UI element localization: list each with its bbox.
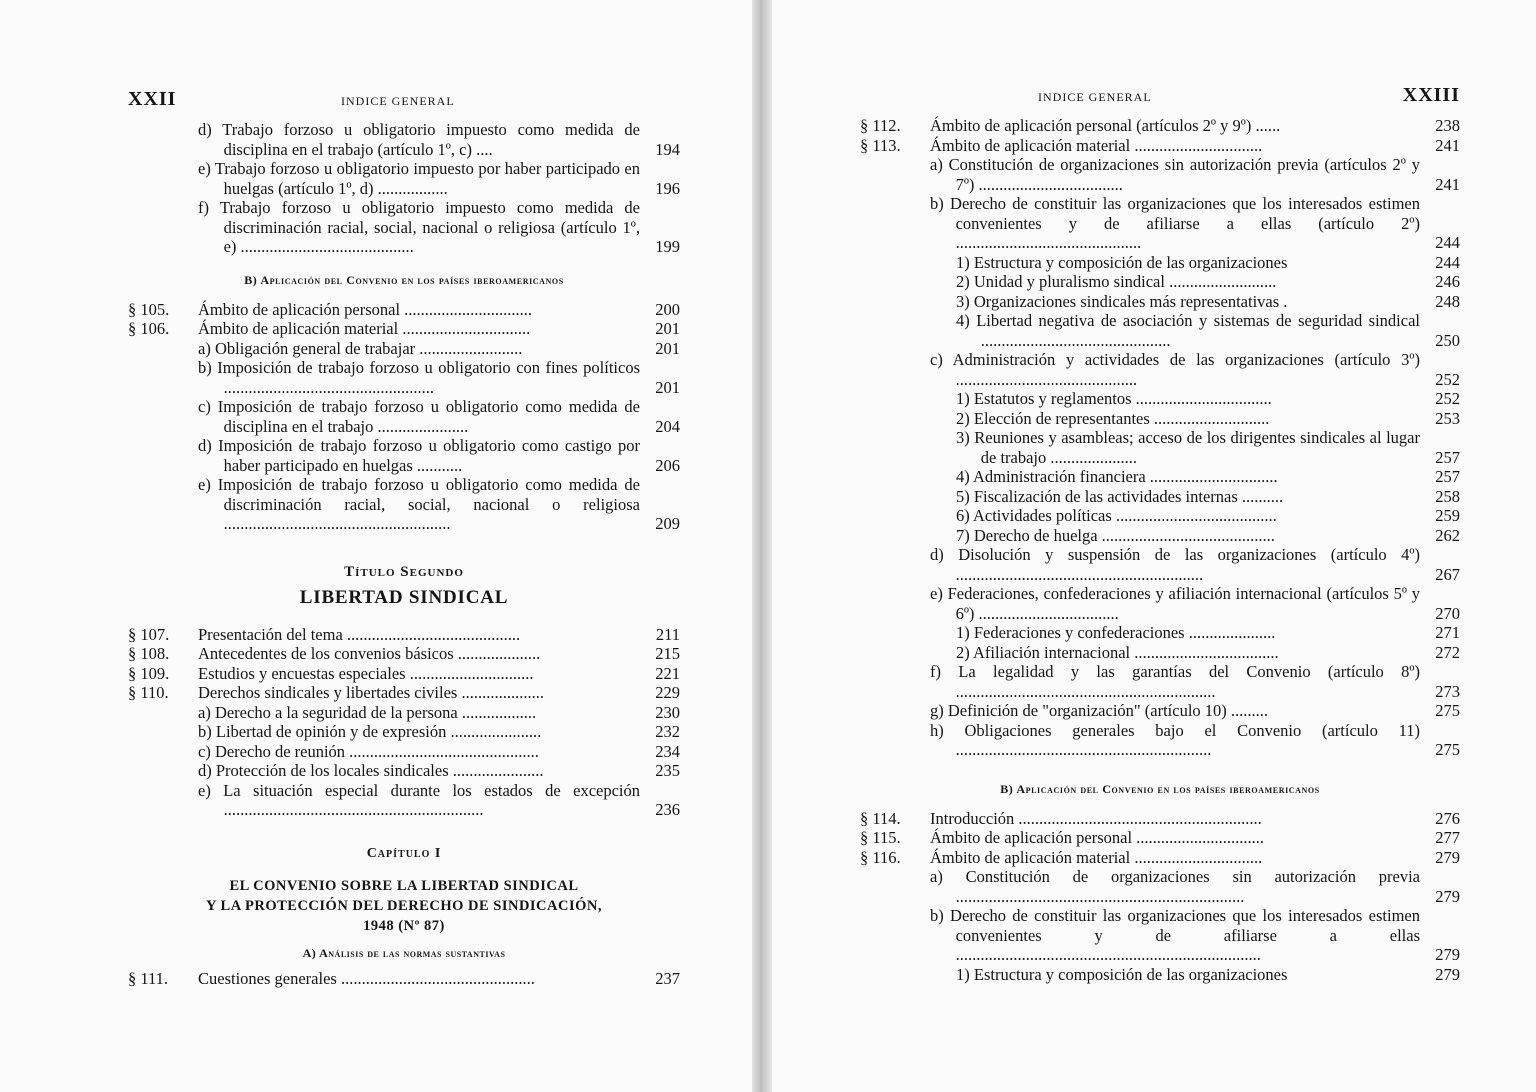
titulo-label: Título Segundo (344, 563, 464, 580)
toc-section-number: § 106. (128, 319, 170, 338)
toc-entry-text: 1) Estatutos y reglamentos ................................. (956, 389, 1272, 408)
toc-page-number: 209 (655, 514, 680, 533)
toc-page-number: 258 (1435, 486, 1460, 506)
toc-entry (860, 389, 1460, 409)
toc-page-number: 199 (655, 237, 680, 256)
toc-block-right-top (860, 116, 1460, 760)
toc-page-number: 275 (1435, 740, 1460, 759)
toc-page-number: 215 (655, 644, 680, 663)
toc-entry-text: 2) Afiliación internacional ................................... (956, 642, 1279, 662)
toc-entry (128, 436, 680, 475)
right-running-head (860, 84, 1460, 112)
toc-page-number: 252 (1435, 389, 1460, 408)
toc-entry-text: e) Trabajo forzoso u obligatorio impuesto por haber participado en huelgas (artículo 1º, d) ................. (198, 159, 640, 198)
toc-entry (128, 742, 680, 762)
toc-section-number: § 113. (860, 135, 901, 155)
toc-entry (860, 623, 1460, 643)
toc-page-number: 221 (655, 663, 680, 683)
toc-entry (860, 643, 1460, 663)
toc-entry (128, 664, 680, 684)
toc-entry (860, 809, 1460, 829)
toc-entry (860, 867, 1460, 906)
toc-entry (128, 625, 680, 645)
toc-entry (860, 526, 1460, 546)
toc-entry (860, 136, 1460, 156)
toc-entry-text: Cuestiones generales ............................................... (198, 968, 535, 988)
toc-entry-text: Ámbito de aplicación personal (artículos 2º y 9º) ...... (930, 116, 1281, 135)
toc-section-number: § 115. (860, 828, 901, 847)
toc-entry (860, 350, 1460, 389)
toc-page-number: 248 (1435, 291, 1460, 311)
toc-entry-text: 5) Fiscalización de las actividades internas .......... (956, 486, 1284, 506)
toc-entry (860, 272, 1460, 292)
toc-entry-text: b) Libertad de opinión y de expresión ...................... (198, 722, 542, 741)
toc-entry (860, 545, 1460, 584)
toc-entry-text: f) Trabajo forzoso u obligatorio impuesto como medida de discriminación racial, social, nacional o religiosa (artículo 1º, e) .......................................... (198, 198, 640, 256)
toc-entry-text: Ámbito de aplicación material ............................... (930, 847, 1263, 867)
toc-section-number: § 108. (128, 644, 170, 663)
toc-block-left-top (128, 120, 680, 257)
toc-entry-text: f) La legalidad y las garantías del Convenio (artículo 8º) ............................................................... (930, 662, 1420, 701)
toc-page-number: 201 (655, 319, 680, 338)
toc-page-number: 238 (1435, 116, 1460, 135)
toc-entry-text: 4) Administración financiera ............................... (956, 467, 1278, 486)
convention-title (128, 876, 680, 936)
toc-page-number: 229 (655, 683, 680, 702)
toc-entry-text: a) Constitución de organizaciones sin autorización previa (artículos 2º y 7º) ................................... (930, 155, 1420, 194)
toc-block-right-bottom (860, 809, 1460, 985)
toc-section-number: § 105. (128, 299, 170, 319)
toc-entry (128, 703, 680, 723)
toc-entry-text: d) Imposición de trabajo forzoso u obligatorio como castigo por haber participado en huelgas ........... (198, 436, 640, 475)
toc-page-number: 253 (1435, 408, 1460, 428)
toc-entry (860, 116, 1460, 136)
toc-entry-text: Antecedentes de los convenios básicos .................... (198, 644, 541, 663)
toc-entry-text: 3) Reuniones y asambleas; acceso de los dirigentes sindicales al lugar de trabajo ..................... (956, 428, 1420, 467)
toc-entry-text: b) Imposición de trabajo forzoso u obligatorio con fines políticos ................................................... (198, 358, 640, 397)
toc-entry-text: Estudios y encuestas especiales .............................. (198, 663, 534, 683)
toc-entry-text: c) Imposición de trabajo forzoso u obligatorio como medida de disciplina en el trabajo ...................... (198, 397, 640, 436)
toc-entry (860, 194, 1460, 253)
toc-entry (860, 848, 1460, 868)
toc-entry-text: g) Definición de "organización" (artículo 10) ......... (930, 701, 1269, 720)
analysis-heading: A) Análisis de las normas sustantivas (302, 945, 506, 960)
toc-entry (860, 906, 1460, 965)
chapter-label: Capítulo I (366, 845, 442, 861)
toc-entry-text: Introducción ........................................................... (930, 808, 1262, 828)
toc-entry-text: d) Disolución y suspensión de las organizaciones (artículo 4º) ............................................................ (930, 545, 1420, 584)
toc-entry-text: a) Constitución de organizaciones sin autorización previa ...................................................................... (930, 867, 1420, 906)
toc-entry (860, 428, 1460, 467)
toc-page-number: 252 (1435, 369, 1460, 389)
toc-section-number: § 114. (860, 808, 901, 828)
titulo-heading: LIBERTAD SINDICAL (299, 586, 509, 608)
toc-page-number: 196 (655, 178, 680, 198)
toc-entry-text: 6) Actividades políticas ....................................... (956, 506, 1277, 525)
toc-page-number: 271 (1435, 623, 1460, 642)
toc-entry-text: c) Administración y actividades de las organizaciones (artículo 3º) ............................................ (930, 350, 1420, 389)
toc-entry (128, 358, 680, 397)
toc-page-number: 277 (1435, 828, 1460, 847)
toc-section-number: § 109. (128, 663, 170, 683)
toc-entry-text: a) Derecho a la seguridad de la persona .................. (198, 702, 537, 722)
toc-entry-text: Ámbito de aplicación material ............................... (198, 319, 531, 338)
toc-entry (860, 311, 1460, 350)
toc-entry (860, 662, 1460, 701)
page-folio: XXII (128, 88, 177, 110)
convention-title-line: 1948 (Nº 87) (363, 917, 445, 934)
toc-entry (128, 781, 680, 820)
toc-entry (128, 969, 680, 989)
toc-entry (128, 319, 680, 339)
toc-entry (128, 761, 680, 781)
toc-entry-text: d) Protección de los locales sindicales ...................... (198, 761, 544, 780)
toc-entry (128, 475, 680, 534)
toc-entry-text: 1) Estructura y composición de las organizaciones (956, 252, 1288, 272)
toc-page-number: 279 (1435, 945, 1460, 964)
toc-entry (860, 584, 1460, 623)
toc-entry-text: 1) Federaciones y confederaciones ..................... (956, 623, 1276, 642)
book-gutter (752, 0, 772, 1092)
toc-page-number: 230 (655, 702, 680, 722)
toc-entry-text: d) Trabajo forzoso u obligatorio impuesto como medida de disciplina en el trabajo (artículo 1º, c) .... (198, 120, 640, 159)
toc-page-number: 211 (655, 624, 680, 644)
toc-page-number: 259 (1435, 506, 1460, 525)
toc-entry (860, 409, 1460, 429)
right-page-content (860, 84, 1460, 984)
toc-page-number: 236 (655, 800, 680, 819)
toc-block-left-final (128, 969, 680, 989)
toc-page-number: 246 (1435, 272, 1460, 291)
toc-entry (860, 965, 1460, 985)
convention-title-line: EL CONVENIO SOBRE LA LIBERTAD SINDICAL (229, 877, 579, 894)
toc-entry (128, 397, 680, 436)
toc-section-number: § 110. (128, 683, 169, 702)
toc-section-number: § 112. (860, 116, 901, 135)
toc-page-number: 250 (1435, 330, 1460, 350)
toc-page-number: 200 (655, 299, 680, 319)
section-heading-b-left: B) Aplicación del Convenio en los países iberoamericanos (244, 272, 564, 287)
toc-page-number: 279 (1435, 847, 1460, 867)
toc-block-left-titulo (128, 625, 680, 820)
toc-page-number: 244 (1435, 252, 1460, 272)
toc-entry (860, 506, 1460, 526)
left-running-head (128, 88, 680, 116)
toc-block-left-section-b (128, 300, 680, 534)
toc-page-number: 194 (655, 139, 680, 159)
toc-entry-text: h) Obligaciones generales bajo el Convenio (artículo 11) .............................................................. (930, 720, 1420, 759)
toc-entry (128, 644, 680, 664)
toc-entry (128, 683, 680, 703)
toc-entry (860, 253, 1460, 273)
toc-page-number: 201 (655, 338, 680, 358)
toc-entry (128, 159, 680, 198)
running-title: INDICE GENERAL (341, 94, 455, 108)
toc-entry-text: 2) Unidad y pluralismo sindical .......................... (956, 272, 1277, 291)
toc-entry-text: e) La situación especial durante los estados de excepción ............................................................... (198, 780, 640, 819)
toc-page-number: 257 (1435, 447, 1460, 467)
toc-section-number: § 111. (128, 968, 169, 988)
toc-entry-text: Ámbito de aplicación personal ............................... (930, 828, 1265, 847)
toc-entry-text: e) Federaciones, confederaciones y afiliación internacional (artículos 5º y 6º) .................................. (930, 584, 1420, 623)
toc-entry (128, 722, 680, 742)
toc-entry (860, 467, 1460, 487)
toc-entry-text: c) Derecho de reunión .............................................. (198, 741, 539, 761)
toc-page-number: 270 (1435, 603, 1460, 623)
toc-entry (860, 828, 1460, 848)
toc-page-number: 262 (1435, 525, 1460, 545)
toc-section-number: § 116. (860, 847, 901, 867)
toc-entry (860, 721, 1460, 760)
convention-title-line: Y LA PROTECCIÓN DEL DERECHO DE SINDICACIÓN, (205, 897, 602, 914)
toc-entry (128, 300, 680, 320)
toc-entry-text: 4) Libertad negativa de asociación y sistemas de seguridad sindical .............................................. (956, 311, 1420, 350)
toc-page-number: 232 (655, 722, 680, 741)
toc-section-number: § 107. (128, 624, 170, 644)
toc-entry-text: b) Derecho de constituir las organizaciones que los interesados estimen convenientes y de afiliarse a ellas (artículo 2º) ............................................. (930, 194, 1420, 252)
toc-entry (860, 487, 1460, 507)
toc-page-number: 241 (1435, 135, 1460, 155)
toc-page-number: 275 (1435, 701, 1460, 720)
toc-page-number: 267 (1435, 564, 1460, 584)
toc-page-number: 273 (1435, 681, 1460, 701)
section-heading-b-right: B) Aplicación del Convenio en los países iberoamericanos (1000, 781, 1320, 796)
toc-page-number: 234 (655, 741, 680, 761)
toc-entry-text: 1) Estructura y composición de las organizaciones (956, 964, 1288, 984)
toc-page-number: 257 (1435, 467, 1460, 486)
toc-entry (860, 292, 1460, 312)
toc-entry-text: b) Derecho de constituir las organizaciones que los interesados estimen convenientes y de afiliarse a ellas .......................................................................... (930, 906, 1420, 964)
toc-entry (128, 198, 680, 257)
left-page (0, 0, 752, 1092)
toc-page-number: 204 (655, 416, 680, 436)
toc-entry-text: 7) Derecho de huelga .......................................... (956, 525, 1275, 545)
toc-page-number: 201 (655, 377, 680, 397)
left-page-content (128, 88, 680, 988)
toc-entry-text: Derechos sindicales y libertades civiles .................... (198, 683, 544, 702)
toc-entry-text: e) Imposición de trabajo forzoso u obligatorio como medida de discriminación racial, social, nacional o religiosa ....................................................... (198, 475, 640, 533)
toc-page-number: 279 (1435, 964, 1460, 984)
toc-page-number: 272 (1435, 642, 1460, 662)
toc-entry-text: Ámbito de aplicación material ............................... (930, 135, 1263, 155)
toc-entry (860, 155, 1460, 194)
toc-entry (128, 120, 680, 159)
toc-page-number: 241 (1435, 174, 1460, 194)
toc-page-number: 237 (655, 968, 680, 988)
toc-entry-text: a) Obligación general de trabajar ......................... (198, 338, 523, 358)
toc-page-number: 279 (1435, 886, 1460, 906)
toc-entry-text: 3) Organizaciones sindicales más representativas . (956, 291, 1288, 311)
toc-entry-text: Presentación del tema .......................................... (198, 624, 521, 644)
toc-page-number: 276 (1435, 808, 1460, 828)
page-folio: XXIII (1402, 84, 1460, 106)
toc-page-number: 235 (655, 761, 680, 780)
toc-page-number: 206 (655, 455, 680, 475)
running-title: INDICE GENERAL (1038, 90, 1152, 104)
toc-entry (860, 701, 1460, 721)
toc-entry-text: 2) Elección de representantes ............................ (956, 408, 1270, 428)
right-page (772, 0, 1536, 1092)
toc-entry (128, 339, 680, 359)
toc-page-number: 244 (1435, 233, 1460, 252)
toc-entry-text: Ámbito de aplicación personal ............................... (198, 299, 533, 319)
